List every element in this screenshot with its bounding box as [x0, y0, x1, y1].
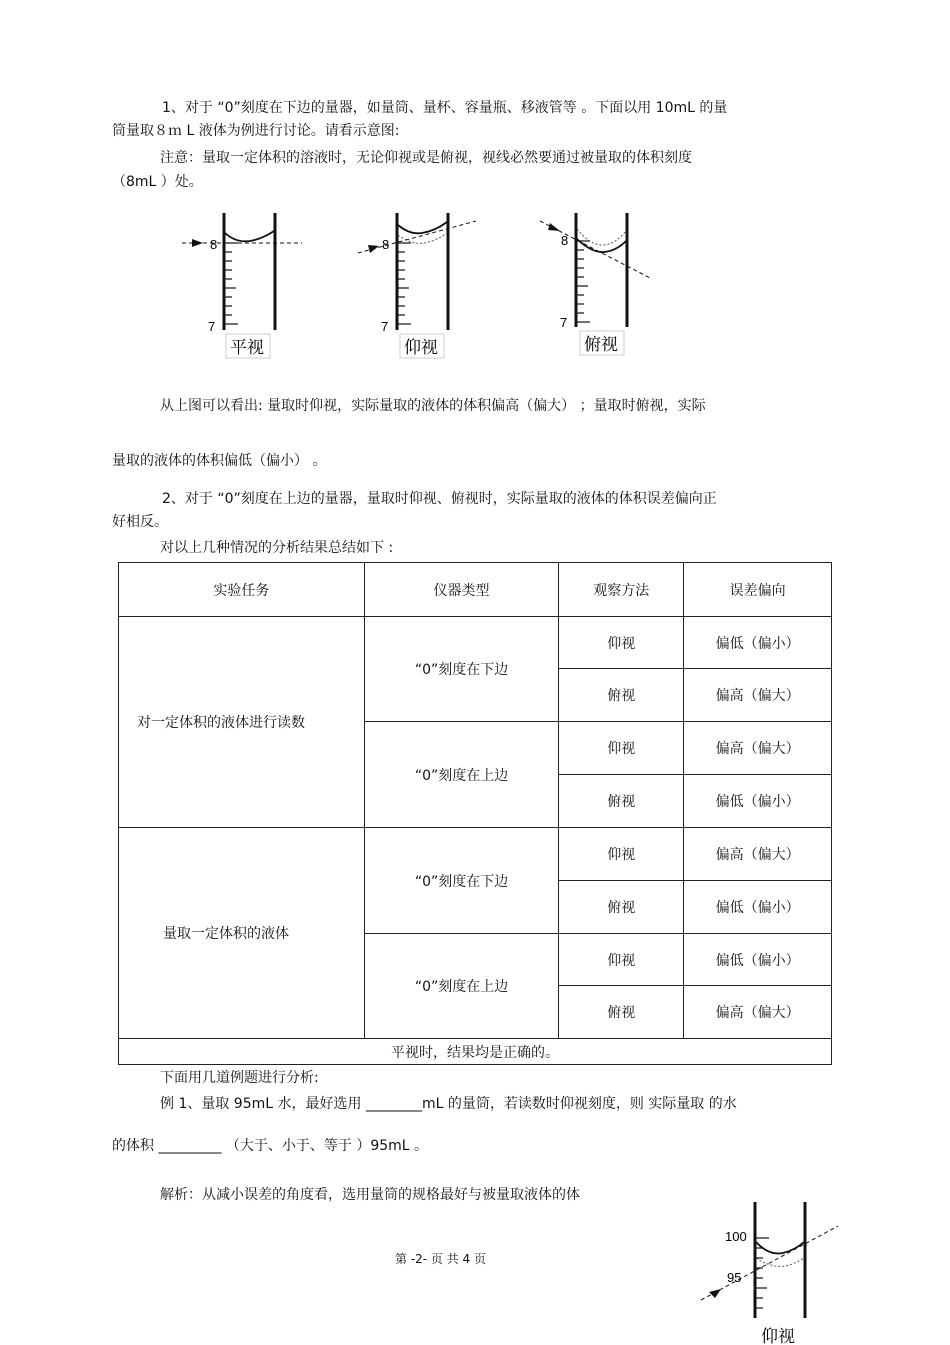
- example1-line2: 的体积 _________ （大于、小于、等于 ）95mL 。: [112, 1138, 429, 1154]
- examples-intro: 下面用几道例题进行分析:: [160, 1070, 319, 1086]
- method-cell: 俯视: [559, 775, 684, 828]
- task-measuring: 量取一定体积的液体: [119, 828, 365, 1039]
- table-footer-row: [119, 1039, 832, 1065]
- caption-look-down: 俯视: [584, 335, 618, 355]
- table-footer: 平视时，结果均是正确的。: [119, 1039, 832, 1065]
- example-top-label: 100: [725, 1229, 747, 1244]
- header-error: 误差偏向: [684, 563, 832, 617]
- method-cell: 俯视: [559, 881, 684, 934]
- look-up-top-label: 8: [382, 237, 390, 252]
- page-footer: 第 -2- 页 共 4 页: [395, 1252, 487, 1266]
- cylinder-diagram-example: [695, 1198, 840, 1345]
- note-line1: 注意：量取一定体积的溶液时，无论仰视或是俯视，视线必然要通过被量取的体积刻度: [160, 150, 692, 166]
- error-cell: 偏低（偏小）: [684, 617, 832, 669]
- table-row: [119, 617, 832, 669]
- look-down-top-label: 8: [561, 233, 569, 248]
- cylinder-diagram-look-down: [530, 205, 670, 360]
- para1-line2: 筒量取８ｍ L 液体为例进行讨论。请看示意图:: [112, 123, 400, 139]
- type-zero-top: “0”刻度在上边: [364, 722, 559, 828]
- method-cell: 仰视: [559, 722, 684, 775]
- header-task: 实验任务: [119, 563, 365, 617]
- cylinder-diagram-look-up: [350, 205, 490, 360]
- error-cell: 偏高（偏大）: [684, 986, 832, 1039]
- method-cell: 俯视: [559, 669, 684, 722]
- para2-line2: 好相反。: [112, 514, 168, 530]
- error-cell: 偏低（偏小）: [684, 775, 832, 828]
- example1-line1: 例 1、量取 95mL 水，最好选用 ________mL 的量筒，若读数时仰视刻度，则 实际量取 的水: [160, 1096, 737, 1112]
- cylinder-diagram-level: [170, 205, 310, 360]
- type-zero-bottom: “0”刻度在下边: [364, 617, 559, 722]
- level-top-label: 8: [210, 237, 218, 252]
- error-cell: 偏高（偏大）: [684, 669, 832, 722]
- method-cell: 俯视: [559, 986, 684, 1039]
- example-bottom-label: 95: [727, 1270, 742, 1285]
- table-row: [119, 828, 832, 881]
- para1-line1: 1、对于 “0”刻度在下边的量器，如量筒、量杯、容量瓶、移液管等 。下面以用 10mL 的量: [162, 100, 728, 116]
- type-zero-bottom: “0”刻度在下边: [364, 828, 559, 934]
- level-bottom-label: 7: [208, 319, 216, 334]
- note-line2: （8mL ）处。: [112, 174, 203, 190]
- header-instrument-type: 仪器类型: [364, 563, 559, 617]
- caption-level: 平视: [230, 338, 264, 358]
- error-cell: 偏高（偏大）: [684, 722, 832, 775]
- analysis-text: 解析：从减小误差的角度看，选用量筒的规格最好与被量取液体的体: [160, 1187, 580, 1203]
- method-cell: 仰视: [559, 828, 684, 881]
- conclusion-line2: 量取的液体的体积偏低（偏小） 。: [112, 453, 327, 469]
- look-down-bottom-label: 7: [560, 315, 568, 330]
- table-header-row: [119, 563, 832, 617]
- para2-line1: 2、对于 “0”刻度在上边的量器，量取时仰视、俯视时，实际量取的液体的体积误差偏向正: [162, 491, 717, 507]
- header-method: 观察方法: [559, 563, 684, 617]
- error-cell: 偏高（偏大）: [684, 828, 832, 881]
- caption-look-up: 仰视: [404, 338, 438, 358]
- error-cell: 偏低（偏小）: [684, 881, 832, 934]
- caption-example: 仰视: [761, 1327, 795, 1345]
- summary-intro: 对以上几种情况的分析结果总结如下 :: [160, 540, 394, 556]
- method-cell: 仰视: [559, 617, 684, 669]
- task-reading: 对一定体积的液体进行读数: [119, 617, 365, 828]
- summary-table: [118, 562, 832, 1065]
- look-up-bottom-label: 7: [381, 319, 389, 334]
- conclusion-line1: 从上图可以看出: 量取时仰视，实际量取的液体的体积偏高（偏大） ；量取时俯视，实际: [160, 398, 706, 414]
- type-zero-top: “0”刻度在上边: [364, 934, 559, 1039]
- error-cell: 偏低（偏小）: [684, 934, 832, 986]
- method-cell: 仰视: [559, 934, 684, 986]
